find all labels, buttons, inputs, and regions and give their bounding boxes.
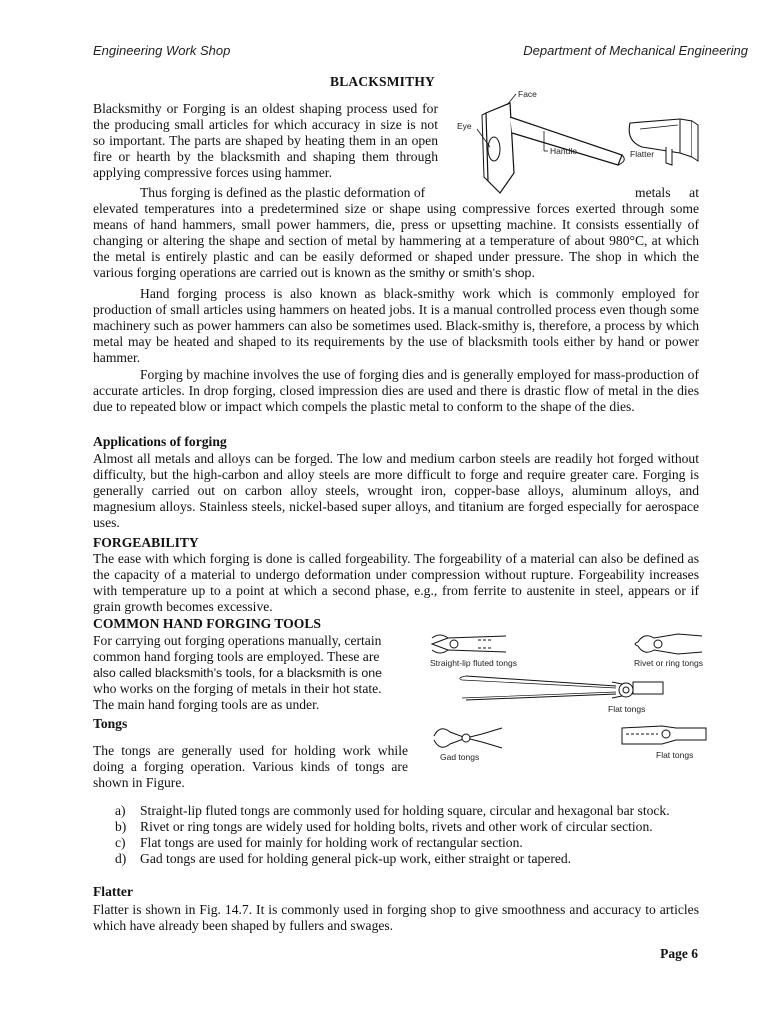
tongs-list-item bbox=[93, 851, 699, 867]
hammer-icon bbox=[477, 94, 624, 193]
straight-lip-fluted-tongs-icon bbox=[432, 635, 506, 653]
gad-tongs-icon bbox=[434, 728, 502, 748]
list-item-text: Flat tongs are used for mainly for holding work of rectangular section. bbox=[140, 835, 523, 851]
tools-line-5: The main hand forging tools are as under. bbox=[93, 697, 320, 713]
tongs-list-item bbox=[93, 803, 699, 819]
list-item-text: Gad tongs are used for holding general pick-up work, either straight or tapered. bbox=[140, 851, 572, 867]
tools-heading: COMMON HAND FORGING TOOLS bbox=[93, 616, 321, 631]
intro-paragraph-4: Forging by machine involves the use of forging dies and is generally employed for mass-production of accurate articles. In drop forging, closed impression dies are used and there is drastic flow of metal in the dies due to repeated blow or impact which compels the plastic metal to conform to the shape of the dies. bbox=[93, 367, 699, 415]
list-item-text: Straight-lip fluted tongs are commonly used for holding square, circular and hexagonal bar stock. bbox=[140, 803, 670, 818]
rivet-ring-tongs-icon bbox=[635, 634, 702, 654]
intro-paragraph-3: Hand forging process is also known as black-smithy work which is commonly employed for production of small articles using hammers on heated jobs. It is a manual controlled process even though some machinery such as power hammers can also be sometimes used. Black-smithy is, therefore, a process by which metal may be heated and shaped to its requirements by the use of blacksmith tools either by hand or power hammer. bbox=[93, 286, 699, 366]
tongs-text: The tongs are generally used for holding work while doing a forging operation. Various kinds of tongs are shown in Figure. bbox=[93, 743, 408, 791]
smithy-term: smithy or smith’s shop bbox=[409, 266, 532, 281]
header-right: Department of Mechanical Engineering bbox=[523, 43, 748, 58]
flatter-heading: Flatter bbox=[93, 884, 133, 899]
hammer-flatter-figure bbox=[452, 85, 702, 200]
forgeability-heading: FORGEABILITY bbox=[93, 535, 199, 550]
flat-tongs-icon bbox=[622, 726, 706, 744]
tools-line-3: also called blacksmith’s tools, for a blacksmith is one bbox=[93, 666, 383, 681]
tongs-figure bbox=[426, 628, 716, 768]
list-marker: b) bbox=[115, 819, 127, 835]
intro-paragraph-2-end: . bbox=[531, 265, 535, 281]
flatter-text: Flatter is shown in Fig. 14.7. It is commonly used in forging shop to give smoothness and accuracy to articles which have already been shaped by fullers and swages. bbox=[93, 902, 699, 934]
label-flatter: Flatter bbox=[630, 149, 655, 159]
label-face: Face bbox=[518, 89, 537, 99]
intro-paragraph-2-text: metals at elevated temperatures into a predetermined size or shape using compressive forces exerted through some means of hand hammers, small power hammers, die, press or upsetting machine. It consists essentially of changing or altering the shape and section of metal by hammering at a temperature of about 980°C, at which the metal is entirely plastic and can be easily deformed or shaped under pressure. The shop in which the various forging operations are carried out is known as the bbox=[93, 185, 699, 281]
tools-line-1: For carrying out forging operations manually, certain bbox=[93, 633, 382, 648]
applications-text: Almost all metals and alloys can be forged. The low and medium carbon steels are readily hot forged without difficulty, but the high-carbon and alloy steels are more difficult to forge and require greater care. Forging is generally carried out on carbon alloy steels, wrought iron, copper-base alloys, aluminum alloys, and magnesium alloys. Stainless steels, nickel-based super alloys, and titanium are forged especially for aerospace uses. bbox=[93, 451, 699, 531]
list-marker: c) bbox=[115, 835, 126, 851]
label-gad-tongs: Gad tongs bbox=[440, 752, 480, 762]
intro-paragraph-2 bbox=[93, 185, 699, 282]
tools-line-2: common hand forging tools are employed. These are bbox=[93, 649, 380, 665]
tongs-list-item bbox=[93, 819, 699, 835]
tongs-list-item bbox=[93, 835, 699, 851]
forgeability-text: The ease with which forging is done is called forgeability. The forgeability of a material can also be defined as the capacity of a material to undergo deformation under compression without rupture. Forgeability increases with temperature up to a point at which a second phase, e.g., from ferrite to austenite in steel, appears or if grain growth becomes excessive. bbox=[93, 551, 699, 615]
label-handle: Handle bbox=[550, 146, 577, 156]
tongs-heading: Tongs bbox=[93, 716, 128, 731]
tools-text bbox=[93, 633, 413, 713]
page-number: Page 6 bbox=[660, 946, 698, 961]
tools-line-4: who works on the forging of metals in their hot state. bbox=[93, 681, 382, 697]
label-flat-tongs-long: Flat tongs bbox=[608, 704, 646, 714]
list-item-text: Rivet or ring tongs are widely used for holding bolts, rivets and other work of circular section. bbox=[140, 819, 653, 835]
intro-paragraph-1: Blacksmithy or Forging is an oldest shaping process used for the producing small articles for which accuracy in size is not so important. The parts are shaped by heating them in an open fire or hearth by the blacksmith and shaping them through applying compressive forces using hammer. bbox=[93, 101, 438, 181]
label-flat-tongs: Flat tongs bbox=[656, 750, 694, 760]
page-title: BLACKSMITHY bbox=[330, 74, 435, 89]
label-rivet-tongs: Rivet or ring tongs bbox=[634, 658, 703, 668]
list-marker: d) bbox=[115, 851, 127, 867]
label-eye: Eye bbox=[457, 121, 472, 131]
label-straight-lip-tongs: Straight-lip fluted tongs bbox=[430, 658, 517, 668]
intro-paragraph-2-start: Thus forging is defined as the plastic deformation of bbox=[140, 185, 426, 200]
applications-heading: Applications of forging bbox=[93, 434, 227, 449]
header-left: Engineering Work Shop bbox=[93, 43, 231, 58]
list-marker: a) bbox=[115, 803, 126, 818]
flat-tongs-long-icon bbox=[460, 676, 663, 700]
tongs-list bbox=[93, 803, 699, 867]
